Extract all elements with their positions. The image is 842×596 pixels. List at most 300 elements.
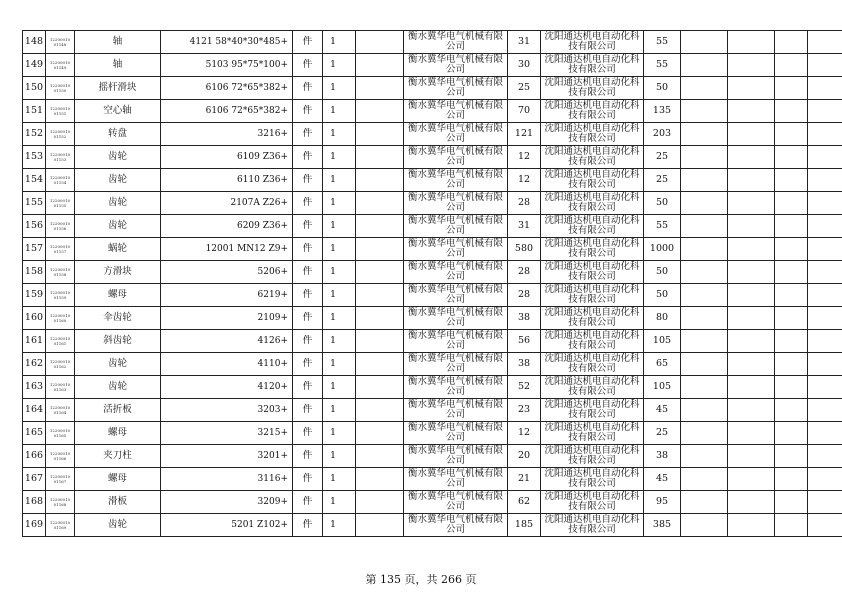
supplier-2-price: 25 [644, 146, 681, 169]
item-code: 12200010 01159 [46, 284, 75, 307]
supplier-1-price: 28 [508, 284, 541, 307]
item-qty: 1 [323, 422, 356, 445]
supplier-2-name: 沈阳通达机电自动化科技有限公司 [541, 491, 644, 514]
item-code: 12200010 01168 [46, 491, 75, 514]
supplier-1-price: 70 [508, 100, 541, 123]
blank-cell [808, 399, 842, 422]
item-code: 12200010 01161 [46, 330, 75, 353]
item-unit: 件 [293, 330, 323, 353]
item-code: 12200010 01149 [46, 54, 75, 77]
blank-cell [356, 422, 404, 445]
blank-cell [808, 146, 842, 169]
supplier-1-price: 12 [508, 146, 541, 169]
blank-cell [356, 77, 404, 100]
blank-cell [681, 77, 728, 100]
blank-cell [808, 77, 842, 100]
blank-cell [681, 100, 728, 123]
blank-cell [775, 100, 808, 123]
table-row [23, 31, 842, 54]
supplier-1-price: 580 [508, 238, 541, 261]
blank-cell [356, 215, 404, 238]
blank-cell [728, 491, 775, 514]
supplier-2-name: 沈阳通达机电自动化科技有限公司 [541, 169, 644, 192]
item-qty: 1 [323, 77, 356, 100]
blank-cell [681, 491, 728, 514]
item-unit: 件 [293, 31, 323, 54]
item-qty: 1 [323, 514, 356, 537]
row-number: 163 [23, 376, 46, 399]
supplier-1-name: 衡水冀华电气机械有限公司 [404, 54, 508, 77]
blank-cell [681, 307, 728, 330]
supplier-2-price: 55 [644, 54, 681, 77]
supplier-2-name: 沈阳通达机电自动化科技有限公司 [541, 468, 644, 491]
supplier-1-price: 52 [508, 376, 541, 399]
supplier-1-price: 21 [508, 468, 541, 491]
row-number: 160 [23, 307, 46, 330]
blank-cell [728, 192, 775, 215]
table-row [23, 307, 842, 330]
blank-cell [775, 353, 808, 376]
row-number: 161 [23, 330, 46, 353]
table-row [23, 353, 842, 376]
item-qty: 1 [323, 330, 356, 353]
supplier-2-price: 105 [644, 330, 681, 353]
item-code: 12200010 01158 [46, 261, 75, 284]
row-number: 162 [23, 353, 46, 376]
supplier-1-name: 衡水冀华电气机械有限公司 [404, 261, 508, 284]
supplier-1-name: 衡水冀华电气机械有限公司 [404, 192, 508, 215]
blank-cell [775, 215, 808, 238]
blank-cell [681, 468, 728, 491]
blank-cell [356, 353, 404, 376]
supplier-1-price: 62 [508, 491, 541, 514]
blank-cell [681, 422, 728, 445]
blank-cell [808, 123, 842, 146]
table-row [23, 100, 842, 123]
supplier-2-name: 沈阳通达机电自动化科技有限公司 [541, 353, 644, 376]
item-qty: 1 [323, 491, 356, 514]
supplier-2-price: 105 [644, 376, 681, 399]
item-qty: 1 [323, 284, 356, 307]
item-unit: 件 [293, 215, 323, 238]
row-number: 164 [23, 399, 46, 422]
supplier-1-name: 衡水冀华电气机械有限公司 [404, 353, 508, 376]
supplier-2-price: 25 [644, 422, 681, 445]
supplier-1-name: 衡水冀华电气机械有限公司 [404, 514, 508, 537]
item-name: 齿轮 [75, 514, 161, 537]
blank-cell [356, 261, 404, 284]
item-name: 齿轮 [75, 146, 161, 169]
item-code: 12200010 01151 [46, 100, 75, 123]
item-spec: 6219+ [161, 284, 293, 307]
blank-cell [728, 514, 775, 537]
item-name: 轴 [75, 54, 161, 77]
blank-cell [808, 215, 842, 238]
table-row [23, 123, 842, 146]
row-number: 158 [23, 261, 46, 284]
blank-cell [808, 376, 842, 399]
blank-cell [356, 100, 404, 123]
blank-cell [775, 307, 808, 330]
blank-cell [775, 54, 808, 77]
blank-cell [775, 31, 808, 54]
item-code: 12200010 01166 [46, 445, 75, 468]
item-qty: 1 [323, 307, 356, 330]
supplier-2-name: 沈阳通达机电自动化科技有限公司 [541, 123, 644, 146]
row-number: 157 [23, 238, 46, 261]
item-spec: 3216+ [161, 123, 293, 146]
price-table [22, 30, 842, 537]
blank-cell [681, 376, 728, 399]
table-row [23, 192, 842, 215]
table-row [23, 468, 842, 491]
item-qty: 1 [323, 146, 356, 169]
blank-cell [356, 123, 404, 146]
supplier-1-name: 衡水冀华电气机械有限公司 [404, 422, 508, 445]
supplier-2-name: 沈阳通达机电自动化科技有限公司 [541, 330, 644, 353]
blank-cell [728, 353, 775, 376]
blank-cell [356, 376, 404, 399]
blank-cell [356, 399, 404, 422]
blank-cell [775, 123, 808, 146]
item-name: 方滑块 [75, 261, 161, 284]
blank-cell [356, 192, 404, 215]
item-code: 12200010 01165 [46, 422, 75, 445]
table-row [23, 77, 842, 100]
supplier-2-name: 沈阳通达机电自动化科技有限公司 [541, 215, 644, 238]
item-qty: 1 [323, 215, 356, 238]
row-number: 159 [23, 284, 46, 307]
item-qty: 1 [323, 100, 356, 123]
item-code: 12200010 01154 [46, 169, 75, 192]
blank-cell [808, 238, 842, 261]
table-row [23, 445, 842, 468]
item-unit: 件 [293, 169, 323, 192]
supplier-2-price: 50 [644, 192, 681, 215]
supplier-1-name: 衡水冀华电气机械有限公司 [404, 169, 508, 192]
supplier-2-price: 135 [644, 100, 681, 123]
item-code: 12200010 01156 [46, 215, 75, 238]
blank-cell [775, 422, 808, 445]
blank-cell [775, 261, 808, 284]
item-spec: 3203+ [161, 399, 293, 422]
item-spec: 6106 72*65*382+ [161, 77, 293, 100]
blank-cell [728, 169, 775, 192]
blank-cell [681, 146, 728, 169]
item-name: 齿轮 [75, 376, 161, 399]
blank-cell [775, 445, 808, 468]
blank-cell [681, 445, 728, 468]
blank-cell [728, 100, 775, 123]
supplier-1-price: 121 [508, 123, 541, 146]
item-spec: 5206+ [161, 261, 293, 284]
supplier-1-name: 衡水冀华电气机械有限公司 [404, 399, 508, 422]
supplier-2-name: 沈阳通达机电自动化科技有限公司 [541, 307, 644, 330]
supplier-1-name: 衡水冀华电气机械有限公司 [404, 376, 508, 399]
supplier-2-name: 沈阳通达机电自动化科技有限公司 [541, 445, 644, 468]
blank-cell [808, 169, 842, 192]
item-spec: 4126+ [161, 330, 293, 353]
supplier-2-price: 50 [644, 77, 681, 100]
blank-cell [808, 284, 842, 307]
item-unit: 件 [293, 376, 323, 399]
item-qty: 1 [323, 238, 356, 261]
supplier-1-price: 30 [508, 54, 541, 77]
supplier-1-price: 25 [508, 77, 541, 100]
row-number: 169 [23, 514, 46, 537]
supplier-2-price: 1000 [644, 238, 681, 261]
item-code: 12200010 01152 [46, 123, 75, 146]
supplier-1-price: 56 [508, 330, 541, 353]
blank-cell [356, 169, 404, 192]
supplier-2-price: 45 [644, 468, 681, 491]
blank-cell [356, 468, 404, 491]
blank-cell [808, 31, 842, 54]
blank-cell [681, 514, 728, 537]
row-number: 154 [23, 169, 46, 192]
item-name: 螺母 [75, 422, 161, 445]
item-unit: 件 [293, 491, 323, 514]
item-name: 齿轮 [75, 353, 161, 376]
blank-cell [808, 330, 842, 353]
item-qty: 1 [323, 399, 356, 422]
blank-cell [681, 399, 728, 422]
blank-cell [356, 146, 404, 169]
blank-cell [728, 238, 775, 261]
blank-cell [775, 399, 808, 422]
item-spec: 3215+ [161, 422, 293, 445]
item-qty: 1 [323, 54, 356, 77]
item-name: 轴 [75, 31, 161, 54]
item-spec: 2107A Z26+ [161, 192, 293, 215]
supplier-1-price: 31 [508, 215, 541, 238]
item-unit: 件 [293, 123, 323, 146]
item-name: 活折板 [75, 399, 161, 422]
table-row [23, 54, 842, 77]
table-row [23, 261, 842, 284]
blank-cell [808, 307, 842, 330]
blank-cell [775, 284, 808, 307]
item-name: 夹刀柱 [75, 445, 161, 468]
blank-cell [681, 192, 728, 215]
item-name: 伞齿轮 [75, 307, 161, 330]
item-unit: 件 [293, 468, 323, 491]
item-spec: 2109+ [161, 307, 293, 330]
blank-cell [728, 445, 775, 468]
table-row [23, 169, 842, 192]
row-number: 168 [23, 491, 46, 514]
table-row [23, 491, 842, 514]
blank-cell [681, 31, 728, 54]
blank-cell [775, 330, 808, 353]
item-spec: 6106 72*65*382+ [161, 100, 293, 123]
item-code: 12200010 01150 [46, 77, 75, 100]
item-code: 12200010 01163 [46, 376, 75, 399]
blank-cell [808, 100, 842, 123]
supplier-1-name: 衡水冀华电气机械有限公司 [404, 238, 508, 261]
item-code: 12200010 01164 [46, 399, 75, 422]
supplier-2-name: 沈阳通达机电自动化科技有限公司 [541, 422, 644, 445]
blank-cell [775, 514, 808, 537]
item-unit: 件 [293, 445, 323, 468]
item-unit: 件 [293, 192, 323, 215]
item-unit: 件 [293, 146, 323, 169]
item-qty: 1 [323, 31, 356, 54]
blank-cell [356, 307, 404, 330]
blank-cell [775, 376, 808, 399]
item-name: 螺母 [75, 284, 161, 307]
blank-cell [681, 123, 728, 146]
supplier-2-price: 203 [644, 123, 681, 146]
item-name: 齿轮 [75, 215, 161, 238]
supplier-2-price: 38 [644, 445, 681, 468]
item-name: 摇杆滑块 [75, 77, 161, 100]
supplier-2-name: 沈阳通达机电自动化科技有限公司 [541, 399, 644, 422]
blank-cell [728, 468, 775, 491]
supplier-1-price: 28 [508, 261, 541, 284]
item-name: 转盘 [75, 123, 161, 146]
table-row [23, 422, 842, 445]
supplier-2-price: 50 [644, 261, 681, 284]
blank-cell [681, 284, 728, 307]
item-code: 12200010 01153 [46, 146, 75, 169]
blank-cell [808, 491, 842, 514]
blank-cell [728, 31, 775, 54]
item-unit: 件 [293, 100, 323, 123]
supplier-1-name: 衡水冀华电气机械有限公司 [404, 100, 508, 123]
supplier-2-price: 55 [644, 215, 681, 238]
supplier-2-name: 沈阳通达机电自动化科技有限公司 [541, 192, 644, 215]
blank-cell [356, 330, 404, 353]
row-number: 166 [23, 445, 46, 468]
supplier-1-name: 衡水冀华电气机械有限公司 [404, 468, 508, 491]
blank-cell [728, 77, 775, 100]
supplier-1-price: 31 [508, 31, 541, 54]
blank-cell [775, 468, 808, 491]
row-number: 151 [23, 100, 46, 123]
item-spec: 3201+ [161, 445, 293, 468]
blank-cell [728, 146, 775, 169]
item-spec: 4120+ [161, 376, 293, 399]
supplier-2-name: 沈阳通达机电自动化科技有限公司 [541, 54, 644, 77]
supplier-1-price: 12 [508, 422, 541, 445]
item-qty: 1 [323, 445, 356, 468]
row-number: 148 [23, 31, 46, 54]
item-code: 12200010 01148 [46, 31, 75, 54]
supplier-2-name: 沈阳通达机电自动化科技有限公司 [541, 238, 644, 261]
supplier-1-name: 衡水冀华电气机械有限公司 [404, 123, 508, 146]
item-spec: 6209 Z36+ [161, 215, 293, 238]
item-spec: 12001 MN12 Z9+ [161, 238, 293, 261]
blank-cell [728, 376, 775, 399]
supplier-2-price: 80 [644, 307, 681, 330]
supplier-2-name: 沈阳通达机电自动化科技有限公司 [541, 31, 644, 54]
blank-cell [681, 261, 728, 284]
blank-cell [728, 399, 775, 422]
item-qty: 1 [323, 192, 356, 215]
table-row [23, 284, 842, 307]
item-spec: 5103 95*75*100+ [161, 54, 293, 77]
item-spec: 6110 Z36+ [161, 169, 293, 192]
blank-cell [728, 54, 775, 77]
blank-cell [681, 215, 728, 238]
item-unit: 件 [293, 422, 323, 445]
blank-cell [728, 261, 775, 284]
blank-cell [808, 54, 842, 77]
blank-cell [775, 146, 808, 169]
item-unit: 件 [293, 307, 323, 330]
item-code: 12200010 01169 [46, 514, 75, 537]
table-row [23, 238, 842, 261]
blank-cell [356, 238, 404, 261]
table-row [23, 376, 842, 399]
item-unit: 件 [293, 54, 323, 77]
row-number: 153 [23, 146, 46, 169]
item-unit: 件 [293, 261, 323, 284]
blank-cell [775, 192, 808, 215]
blank-cell [728, 123, 775, 146]
supplier-1-name: 衡水冀华电气机械有限公司 [404, 215, 508, 238]
supplier-2-price: 55 [644, 31, 681, 54]
blank-cell [681, 238, 728, 261]
row-number: 150 [23, 77, 46, 100]
item-code: 12200010 01167 [46, 468, 75, 491]
supplier-2-price: 385 [644, 514, 681, 537]
supplier-1-price: 23 [508, 399, 541, 422]
supplier-2-name: 沈阳通达机电自动化科技有限公司 [541, 261, 644, 284]
supplier-1-name: 衡水冀华电气机械有限公司 [404, 445, 508, 468]
blank-cell [808, 353, 842, 376]
table-row [23, 146, 842, 169]
item-unit: 件 [293, 77, 323, 100]
blank-cell [775, 491, 808, 514]
table-row [23, 514, 842, 537]
item-code: 12200010 01157 [46, 238, 75, 261]
supplier-1-price: 28 [508, 192, 541, 215]
item-name: 齿轮 [75, 192, 161, 215]
item-name: 螺母 [75, 468, 161, 491]
blank-cell [356, 284, 404, 307]
item-spec: 3116+ [161, 468, 293, 491]
blank-cell [808, 445, 842, 468]
item-unit: 件 [293, 353, 323, 376]
blank-cell [728, 284, 775, 307]
item-code: 12200010 01162 [46, 353, 75, 376]
supplier-1-price: 12 [508, 169, 541, 192]
blank-cell [808, 514, 842, 537]
item-code: 12200010 01155 [46, 192, 75, 215]
page-footer: 第 135 页，共 266 页 [365, 573, 477, 586]
supplier-2-name: 沈阳通达机电自动化科技有限公司 [541, 146, 644, 169]
blank-cell [728, 307, 775, 330]
supplier-1-name: 衡水冀华电气机械有限公司 [404, 491, 508, 514]
item-code: 12200010 01160 [46, 307, 75, 330]
supplier-2-price: 25 [644, 169, 681, 192]
item-spec: 6109 Z36+ [161, 146, 293, 169]
blank-cell [775, 238, 808, 261]
blank-cell [808, 261, 842, 284]
blank-cell [356, 514, 404, 537]
item-name: 蜗轮 [75, 238, 161, 261]
supplier-1-name: 衡水冀华电气机械有限公司 [404, 77, 508, 100]
blank-cell [681, 54, 728, 77]
blank-cell [681, 169, 728, 192]
item-qty: 1 [323, 123, 356, 146]
item-qty: 1 [323, 261, 356, 284]
blank-cell [681, 330, 728, 353]
supplier-2-name: 沈阳通达机电自动化科技有限公司 [541, 77, 644, 100]
blank-cell [356, 445, 404, 468]
